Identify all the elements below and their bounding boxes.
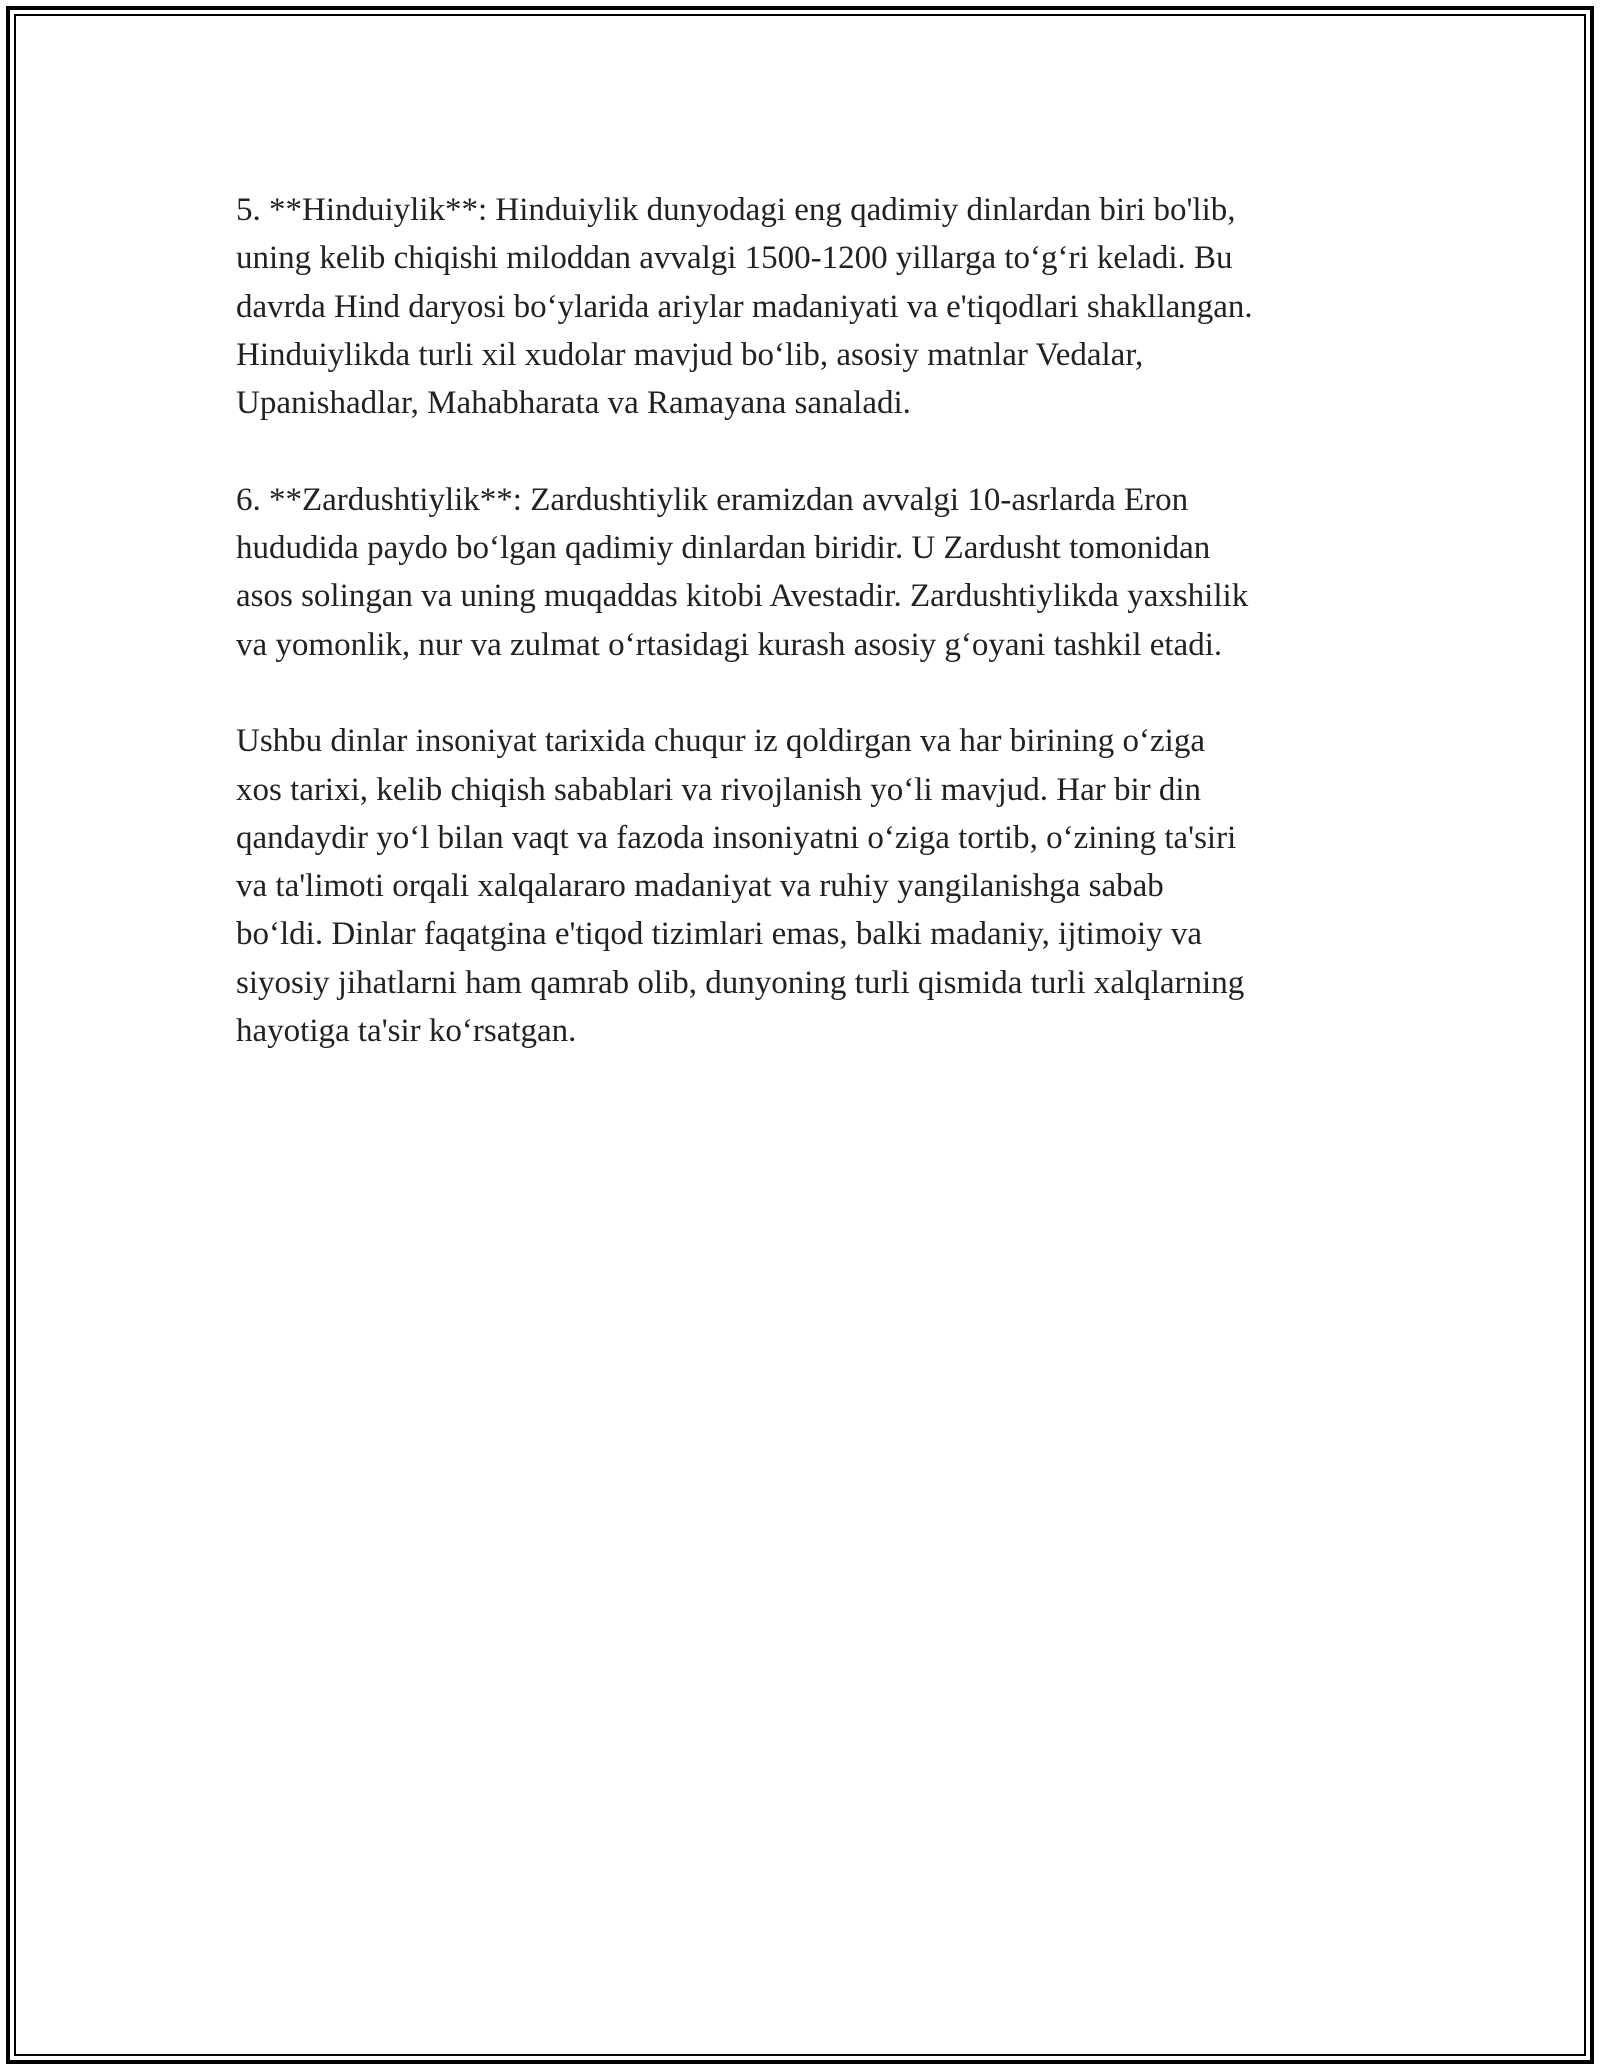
paragraph-conclusion: Ushbu dinlar insoniyat tarixida chuqur iz qoldirgan va har birining oʻziga xos tarixi, kelib chiqish sabablari va rivojlanish yoʻli mavjud. Har bir din qandaydir yoʻl bilan vaqt va fazoda insoniyatni oʻziga tortib, oʻzining ta'siri va ta'limoti orqali xalqalararo madaniyat va ruhiy yangilanishga sabab boʻldi. Dinlar faqatgina e'tiqod tizimlari emas, balki madaniy, ijtimoiy va siyosiy jihatlarni ham qamrab olib, dunyoning turli qismida turli xalqlarning hayotiga ta'sir koʻrsatgan.: [236, 723, 1245, 1050]
document-body: [236, 186, 1386, 1104]
paragraph-zardushtiylik: 6. **Zardushtiylik**: Zardushtiylik eramizdan avvalgi 10-asrlarda Eron hududida paydo boʻlgan qadimiy dinlardan biridir. U Zardusht tomonidan asos solingan va uning muqaddas kitobi Avestadir. Zardushtiylikda yaxshilik va yomonlik, nur va zulmat oʻrtasidagi kurash asosiy gʻoyani tashkil etadi.: [236, 481, 1249, 663]
paragraph-hinduiylik: 5. **Hinduiylik**: Hinduiylik dunyodagi eng qadimiy dinlardan biri bo'lib, uning kelib chiqishi miloddan avvalgi 1500-1200 yillarga toʻgʻri keladi. Bu davrda Hind daryosi boʻylarida ariylar madaniyati va e'tiqodlari shakllangan. Hinduiylikda turli xil xudolar mavjud boʻlib, asosiy matnlar Vedalar, Upanishadlar, Mahabharata va Ramayana sanaladi.: [236, 192, 1253, 422]
